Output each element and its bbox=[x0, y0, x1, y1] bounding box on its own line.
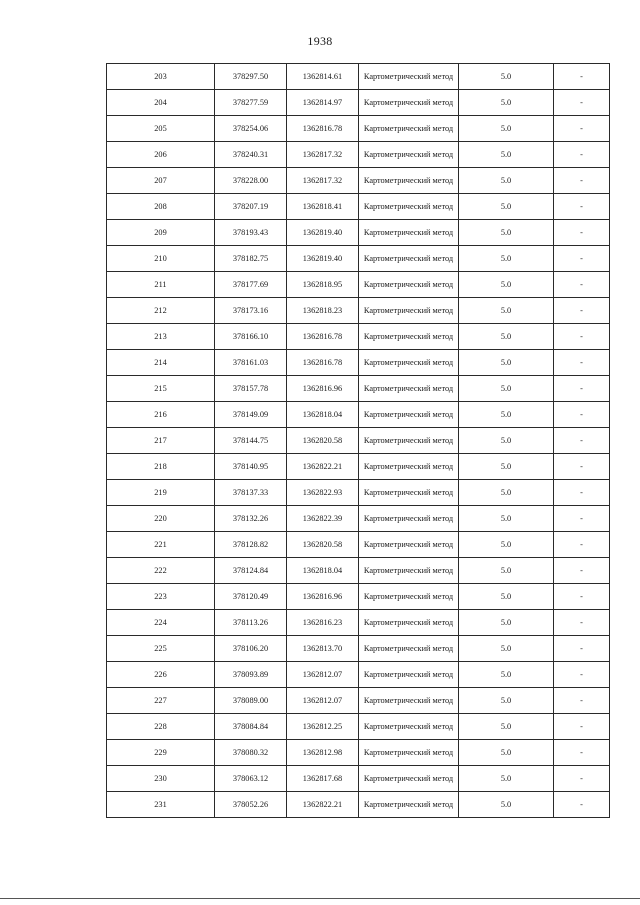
y-coordinate-cell: 1362817.68 bbox=[287, 766, 359, 792]
x-coordinate-cell: 378161.03 bbox=[215, 350, 287, 376]
x-coordinate-cell: 378089.00 bbox=[215, 688, 287, 714]
x-coordinate-cell: 378149.09 bbox=[215, 402, 287, 428]
extra-cell: - bbox=[554, 116, 610, 142]
x-coordinate-cell: 378084.84 bbox=[215, 714, 287, 740]
x-coordinate-cell: 378113.26 bbox=[215, 610, 287, 636]
y-coordinate-cell: 1362813.70 bbox=[287, 636, 359, 662]
extra-cell: - bbox=[554, 428, 610, 454]
method-cell: Картометрический метод bbox=[359, 766, 459, 792]
y-coordinate-cell: 1362822.93 bbox=[287, 480, 359, 506]
point-number-cell: 226 bbox=[107, 662, 215, 688]
table-row bbox=[107, 506, 610, 532]
x-coordinate-cell: 378157.78 bbox=[215, 376, 287, 402]
y-coordinate-cell: 1362814.61 bbox=[287, 64, 359, 90]
x-coordinate-cell: 378128.82 bbox=[215, 532, 287, 558]
accuracy-cell: 5.0 bbox=[459, 64, 554, 90]
point-number-cell: 203 bbox=[107, 64, 215, 90]
method-cell: Картометрический метод bbox=[359, 246, 459, 272]
x-coordinate-cell: 378052.26 bbox=[215, 792, 287, 818]
point-number-cell: 206 bbox=[107, 142, 215, 168]
table-row bbox=[107, 740, 610, 766]
x-coordinate-cell: 378207.19 bbox=[215, 194, 287, 220]
method-cell: Картометрический метод bbox=[359, 454, 459, 480]
extra-cell: - bbox=[554, 142, 610, 168]
point-number-cell: 219 bbox=[107, 480, 215, 506]
point-number-cell: 223 bbox=[107, 584, 215, 610]
method-cell: Картометрический метод bbox=[359, 584, 459, 610]
extra-cell: - bbox=[554, 584, 610, 610]
extra-cell: - bbox=[554, 714, 610, 740]
extra-cell: - bbox=[554, 454, 610, 480]
x-coordinate-cell: 378132.26 bbox=[215, 506, 287, 532]
x-coordinate-cell: 378120.49 bbox=[215, 584, 287, 610]
accuracy-cell: 5.0 bbox=[459, 220, 554, 246]
table-row bbox=[107, 428, 610, 454]
accuracy-cell: 5.0 bbox=[459, 558, 554, 584]
y-coordinate-cell: 1362820.58 bbox=[287, 532, 359, 558]
accuracy-cell: 5.0 bbox=[459, 194, 554, 220]
y-coordinate-cell: 1362822.21 bbox=[287, 454, 359, 480]
x-coordinate-cell: 378124.84 bbox=[215, 558, 287, 584]
footer-divider bbox=[0, 898, 640, 899]
extra-cell: - bbox=[554, 506, 610, 532]
point-number-cell: 220 bbox=[107, 506, 215, 532]
table-row bbox=[107, 324, 610, 350]
x-coordinate-cell: 378297.50 bbox=[215, 64, 287, 90]
point-number-cell: 205 bbox=[107, 116, 215, 142]
method-cell: Картометрический метод bbox=[359, 506, 459, 532]
table-row bbox=[107, 714, 610, 740]
method-cell: Картометрический метод bbox=[359, 610, 459, 636]
accuracy-cell: 5.0 bbox=[459, 402, 554, 428]
accuracy-cell: 5.0 bbox=[459, 584, 554, 610]
x-coordinate-cell: 378093.89 bbox=[215, 662, 287, 688]
table-row bbox=[107, 116, 610, 142]
method-cell: Картометрический метод bbox=[359, 350, 459, 376]
extra-cell: - bbox=[554, 610, 610, 636]
extra-cell: - bbox=[554, 766, 610, 792]
point-number-cell: 214 bbox=[107, 350, 215, 376]
table-row bbox=[107, 142, 610, 168]
table-row bbox=[107, 350, 610, 376]
accuracy-cell: 5.0 bbox=[459, 428, 554, 454]
coordinates-table-body bbox=[107, 64, 610, 818]
accuracy-cell: 5.0 bbox=[459, 610, 554, 636]
method-cell: Картометрический метод bbox=[359, 480, 459, 506]
extra-cell: - bbox=[554, 324, 610, 350]
point-number-cell: 231 bbox=[107, 792, 215, 818]
point-number-cell: 224 bbox=[107, 610, 215, 636]
x-coordinate-cell: 378228.00 bbox=[215, 168, 287, 194]
accuracy-cell: 5.0 bbox=[459, 142, 554, 168]
point-number-cell: 209 bbox=[107, 220, 215, 246]
extra-cell: - bbox=[554, 688, 610, 714]
method-cell: Картометрический метод bbox=[359, 402, 459, 428]
accuracy-cell: 5.0 bbox=[459, 662, 554, 688]
table-row bbox=[107, 480, 610, 506]
table-row bbox=[107, 558, 610, 584]
point-number-cell: 207 bbox=[107, 168, 215, 194]
accuracy-cell: 5.0 bbox=[459, 272, 554, 298]
accuracy-cell: 5.0 bbox=[459, 480, 554, 506]
y-coordinate-cell: 1362816.78 bbox=[287, 116, 359, 142]
extra-cell: - bbox=[554, 740, 610, 766]
extra-cell: - bbox=[554, 298, 610, 324]
y-coordinate-cell: 1362817.32 bbox=[287, 142, 359, 168]
point-number-cell: 225 bbox=[107, 636, 215, 662]
accuracy-cell: 5.0 bbox=[459, 350, 554, 376]
method-cell: Картометрический метод bbox=[359, 272, 459, 298]
accuracy-cell: 5.0 bbox=[459, 376, 554, 402]
table-row bbox=[107, 90, 610, 116]
y-coordinate-cell: 1362816.78 bbox=[287, 350, 359, 376]
accuracy-cell: 5.0 bbox=[459, 168, 554, 194]
point-number-cell: 221 bbox=[107, 532, 215, 558]
point-number-cell: 229 bbox=[107, 740, 215, 766]
method-cell: Картометрический метод bbox=[359, 194, 459, 220]
point-number-cell: 213 bbox=[107, 324, 215, 350]
table-row bbox=[107, 584, 610, 610]
accuracy-cell: 5.0 bbox=[459, 90, 554, 116]
table-row bbox=[107, 220, 610, 246]
method-cell: Картометрический метод bbox=[359, 298, 459, 324]
accuracy-cell: 5.0 bbox=[459, 532, 554, 558]
page-number: 1938 bbox=[307, 34, 333, 48]
accuracy-cell: 5.0 bbox=[459, 740, 554, 766]
table-row bbox=[107, 168, 610, 194]
method-cell: Картометрический метод bbox=[359, 64, 459, 90]
point-number-cell: 210 bbox=[107, 246, 215, 272]
extra-cell: - bbox=[554, 558, 610, 584]
method-cell: Картометрический метод bbox=[359, 428, 459, 454]
y-coordinate-cell: 1362818.23 bbox=[287, 298, 359, 324]
method-cell: Картометрический метод bbox=[359, 142, 459, 168]
accuracy-cell: 5.0 bbox=[459, 324, 554, 350]
y-coordinate-cell: 1362817.32 bbox=[287, 168, 359, 194]
point-number-cell: 217 bbox=[107, 428, 215, 454]
accuracy-cell: 5.0 bbox=[459, 688, 554, 714]
point-number-cell: 230 bbox=[107, 766, 215, 792]
point-number-cell: 216 bbox=[107, 402, 215, 428]
y-coordinate-cell: 1362822.39 bbox=[287, 506, 359, 532]
y-coordinate-cell: 1362812.07 bbox=[287, 688, 359, 714]
table-row bbox=[107, 194, 610, 220]
y-coordinate-cell: 1362816.96 bbox=[287, 584, 359, 610]
table-row bbox=[107, 688, 610, 714]
y-coordinate-cell: 1362814.97 bbox=[287, 90, 359, 116]
method-cell: Картометрический метод bbox=[359, 636, 459, 662]
table-row bbox=[107, 532, 610, 558]
extra-cell: - bbox=[554, 662, 610, 688]
point-number-cell: 211 bbox=[107, 272, 215, 298]
method-cell: Картометрический метод bbox=[359, 662, 459, 688]
x-coordinate-cell: 378137.33 bbox=[215, 480, 287, 506]
point-number-cell: 227 bbox=[107, 688, 215, 714]
y-coordinate-cell: 1362818.95 bbox=[287, 272, 359, 298]
x-coordinate-cell: 378166.10 bbox=[215, 324, 287, 350]
y-coordinate-cell: 1362812.25 bbox=[287, 714, 359, 740]
table-row bbox=[107, 298, 610, 324]
y-coordinate-cell: 1362816.78 bbox=[287, 324, 359, 350]
extra-cell: - bbox=[554, 272, 610, 298]
method-cell: Картометрический метод bbox=[359, 714, 459, 740]
table-row bbox=[107, 792, 610, 818]
accuracy-cell: 5.0 bbox=[459, 714, 554, 740]
x-coordinate-cell: 378240.31 bbox=[215, 142, 287, 168]
method-cell: Картометрический метод bbox=[359, 220, 459, 246]
x-coordinate-cell: 378063.12 bbox=[215, 766, 287, 792]
point-number-cell: 212 bbox=[107, 298, 215, 324]
method-cell: Картометрический метод bbox=[359, 532, 459, 558]
y-coordinate-cell: 1362816.96 bbox=[287, 376, 359, 402]
x-coordinate-cell: 378080.32 bbox=[215, 740, 287, 766]
extra-cell: - bbox=[554, 480, 610, 506]
x-coordinate-cell: 378173.16 bbox=[215, 298, 287, 324]
y-coordinate-cell: 1362818.04 bbox=[287, 402, 359, 428]
x-coordinate-cell: 378140.95 bbox=[215, 454, 287, 480]
extra-cell: - bbox=[554, 792, 610, 818]
accuracy-cell: 5.0 bbox=[459, 246, 554, 272]
table-row bbox=[107, 272, 610, 298]
extra-cell: - bbox=[554, 220, 610, 246]
extra-cell: - bbox=[554, 532, 610, 558]
accuracy-cell: 5.0 bbox=[459, 454, 554, 480]
accuracy-cell: 5.0 bbox=[459, 792, 554, 818]
accuracy-cell: 5.0 bbox=[459, 766, 554, 792]
accuracy-cell: 5.0 bbox=[459, 506, 554, 532]
point-number-cell: 228 bbox=[107, 714, 215, 740]
x-coordinate-cell: 378277.59 bbox=[215, 90, 287, 116]
x-coordinate-cell: 378177.69 bbox=[215, 272, 287, 298]
y-coordinate-cell: 1362818.04 bbox=[287, 558, 359, 584]
method-cell: Картометрический метод bbox=[359, 688, 459, 714]
table-row bbox=[107, 662, 610, 688]
table-row bbox=[107, 64, 610, 90]
x-coordinate-cell: 378193.43 bbox=[215, 220, 287, 246]
accuracy-cell: 5.0 bbox=[459, 636, 554, 662]
extra-cell: - bbox=[554, 64, 610, 90]
accuracy-cell: 5.0 bbox=[459, 116, 554, 142]
table-row bbox=[107, 766, 610, 792]
extra-cell: - bbox=[554, 376, 610, 402]
point-number-cell: 208 bbox=[107, 194, 215, 220]
extra-cell: - bbox=[554, 636, 610, 662]
extra-cell: - bbox=[554, 246, 610, 272]
point-number-cell: 215 bbox=[107, 376, 215, 402]
extra-cell: - bbox=[554, 402, 610, 428]
method-cell: Картометрический метод bbox=[359, 792, 459, 818]
x-coordinate-cell: 378254.06 bbox=[215, 116, 287, 142]
extra-cell: - bbox=[554, 194, 610, 220]
y-coordinate-cell: 1362812.07 bbox=[287, 662, 359, 688]
y-coordinate-cell: 1362820.58 bbox=[287, 428, 359, 454]
method-cell: Картометрический метод bbox=[359, 740, 459, 766]
y-coordinate-cell: 1362812.98 bbox=[287, 740, 359, 766]
y-coordinate-cell: 1362818.41 bbox=[287, 194, 359, 220]
table-row bbox=[107, 402, 610, 428]
x-coordinate-cell: 378106.20 bbox=[215, 636, 287, 662]
table-row bbox=[107, 246, 610, 272]
point-number-cell: 222 bbox=[107, 558, 215, 584]
table-row bbox=[107, 376, 610, 402]
y-coordinate-cell: 1362822.21 bbox=[287, 792, 359, 818]
table-row bbox=[107, 454, 610, 480]
x-coordinate-cell: 378182.75 bbox=[215, 246, 287, 272]
y-coordinate-cell: 1362816.23 bbox=[287, 610, 359, 636]
extra-cell: - bbox=[554, 350, 610, 376]
method-cell: Картометрический метод bbox=[359, 90, 459, 116]
accuracy-cell: 5.0 bbox=[459, 298, 554, 324]
method-cell: Картометрический метод bbox=[359, 376, 459, 402]
table-row bbox=[107, 610, 610, 636]
method-cell: Картометрический метод bbox=[359, 116, 459, 142]
coordinates-table bbox=[106, 63, 610, 818]
point-number-cell: 218 bbox=[107, 454, 215, 480]
point-number-cell: 204 bbox=[107, 90, 215, 116]
y-coordinate-cell: 1362819.40 bbox=[287, 220, 359, 246]
extra-cell: - bbox=[554, 168, 610, 194]
y-coordinate-cell: 1362819.40 bbox=[287, 246, 359, 272]
method-cell: Картометрический метод bbox=[359, 558, 459, 584]
x-coordinate-cell: 378144.75 bbox=[215, 428, 287, 454]
method-cell: Картометрический метод bbox=[359, 324, 459, 350]
method-cell: Картометрический метод bbox=[359, 168, 459, 194]
table-row bbox=[107, 636, 610, 662]
extra-cell: - bbox=[554, 90, 610, 116]
